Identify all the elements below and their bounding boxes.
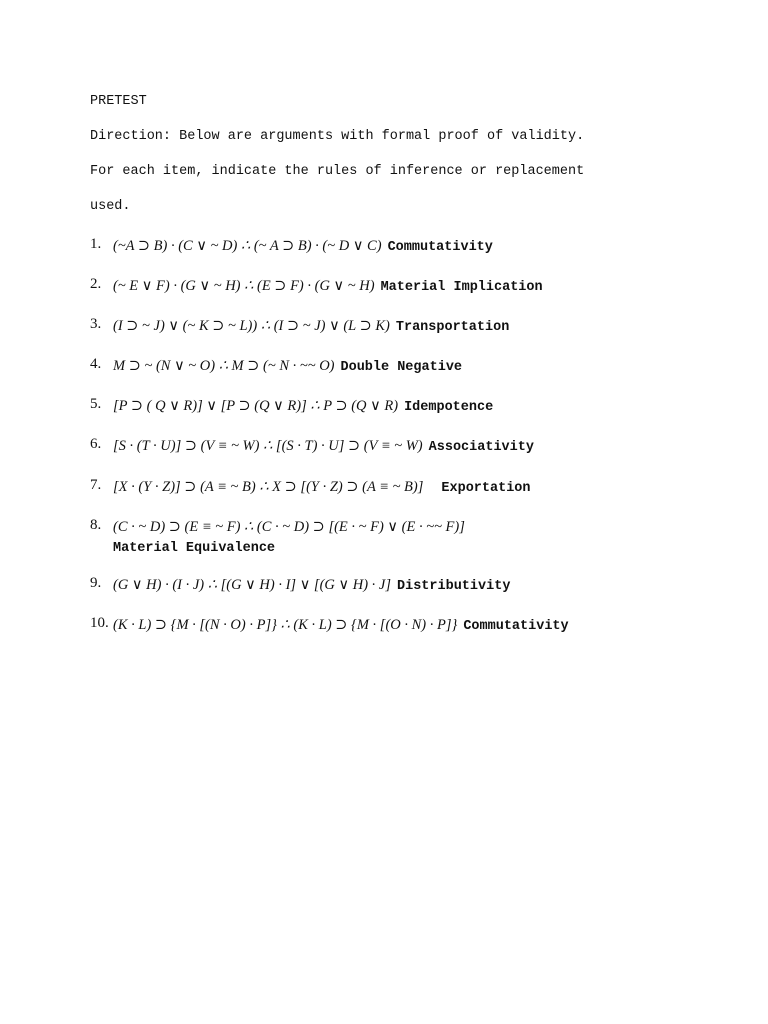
- item-number: 6.: [90, 436, 102, 452]
- direction-line-2: For each item, indicate the rules of inference or replacement: [90, 164, 585, 179]
- item-formula: (C · ~ D) ⊃ (E ≡ ~ F) ∴ (C · ~ D) ⊃ [(E · ~ F) ∨ (E · ~~ F)]: [113, 519, 465, 535]
- direction-line-3: used.: [90, 199, 131, 214]
- item-rule: Double Negative: [340, 360, 463, 375]
- item-rule: Associativity: [428, 440, 534, 455]
- item-formula: (G ∨ H) · (I · J) ∴ [(G ∨ H) · I] ∨ [(G ∨ H) · J]: [113, 577, 391, 593]
- item-rule: Transportation: [395, 320, 510, 335]
- item-number: 10.: [90, 615, 109, 631]
- item-number: 9.: [90, 575, 102, 591]
- item-number: 3.: [90, 316, 102, 332]
- item-number: 8.: [90, 517, 102, 533]
- pretest-title: PRETEST: [90, 94, 147, 109]
- item-formula: (~A ⊃ B) · (C ∨ ~ D) ∴ (~ A ⊃ B) · (~ D ∨ C): [113, 238, 382, 254]
- item-number: 7.: [90, 477, 102, 493]
- item-formula: [P ⊃ ( Q ∨ R)] ∨ [P ⊃ (Q ∨ R)] ∴ P ⊃ (Q ∨ R): [113, 398, 399, 414]
- item-number: 5.: [90, 396, 102, 412]
- item-number: 2.: [90, 276, 102, 292]
- item-rule: Distributivity: [397, 579, 511, 594]
- item-number: 1.: [90, 236, 102, 252]
- item-formula: (I ⊃ ~ J) ∨ (~ K ⊃ ~ L)) ∴ (I ⊃ ~ J) ∨ (L ⊃ K): [113, 318, 390, 334]
- item-formula: (K · L) ⊃ {M · [(N · O) · P]} ∴ (K · L) ⊃ {M · [(O · N) · P]}: [113, 617, 458, 633]
- item-number: 4.: [90, 356, 102, 372]
- item-rule: Commutativity: [387, 240, 493, 255]
- item-rule: Material Equivalence: [113, 541, 276, 556]
- item-rule: Idempotence: [404, 400, 494, 415]
- item-rule: Exportation: [441, 481, 531, 496]
- item-formula: (~ E ∨ F) · (G ∨ ~ H) ∴ (E ⊃ F) · (G ∨ ~ H): [113, 278, 375, 294]
- item-formula: [S · (T · U)] ⊃ (V ≡ ~ W) ∴ [(S · T) · U] ⊃ (V ≡ ~ W): [113, 438, 423, 454]
- item-formula: M ⊃ ~ (N ∨ ~ O) ∴ M ⊃ (~ N · ~~ O): [113, 358, 335, 374]
- item-rule: Commutativity: [463, 619, 569, 634]
- direction-line-1: Direction: Below are arguments with formal proof of validity.: [90, 129, 585, 144]
- item-formula: [X · (Y · Z)] ⊃ (A ≡ ~ B) ∴ X ⊃ [(Y · Z) ⊃ (A ≡ ~ B)]: [113, 479, 424, 495]
- item-rule: Material Implication: [380, 280, 543, 295]
